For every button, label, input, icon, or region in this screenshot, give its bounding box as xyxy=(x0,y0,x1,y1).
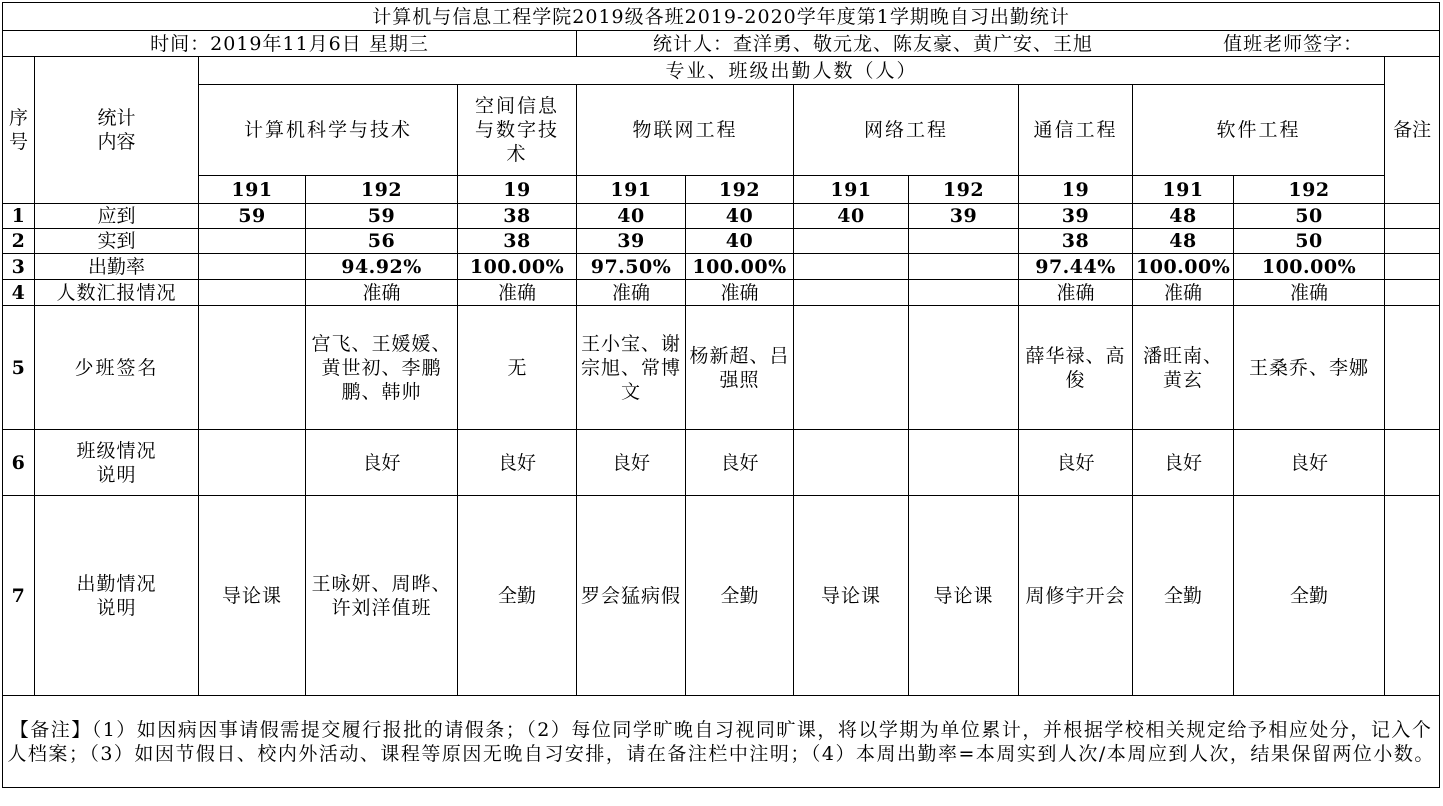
class-header: 191 xyxy=(794,176,909,204)
table-cell: 准确 xyxy=(306,280,458,306)
table-cell xyxy=(199,254,306,280)
table-cell: 良好 xyxy=(306,430,458,496)
table-cell xyxy=(909,254,1019,280)
row-label: 应到 xyxy=(35,204,199,229)
table-cell: 导论课 xyxy=(794,496,909,696)
class-header: 192 xyxy=(909,176,1019,204)
sheet-title: 计算机与信息工程学院2019级各班2019-2020学年度第1学期晚自习出勤统计 xyxy=(3,3,1440,31)
signature-cell: 王桑乔、李娜 xyxy=(1234,306,1385,430)
table-cell: 准确 xyxy=(686,280,794,306)
signature-cell: 王小宝、谢宗旭、常博文 xyxy=(577,306,686,430)
major-header: 空间信息 与数字技 术 xyxy=(458,85,577,176)
table-cell: 97.44% xyxy=(1019,254,1133,280)
class-header: 191 xyxy=(577,176,686,204)
signature-cell: 宫飞、王媛媛、黄世初、李鹏鹏、韩帅 xyxy=(306,306,458,430)
table-cell: 全勤 xyxy=(686,496,794,696)
table-cell xyxy=(909,280,1019,306)
seq-header: 序号 xyxy=(3,57,35,204)
table-cell: 94.92% xyxy=(306,254,458,280)
major-header: 软件工程 xyxy=(1133,85,1385,176)
class-header: 19 xyxy=(1019,176,1133,204)
remark-cell xyxy=(1385,204,1440,229)
major-header: 通信工程 xyxy=(1019,85,1133,176)
table-cell: 39 xyxy=(1019,204,1133,229)
row-number: 1 xyxy=(3,204,35,229)
group-header: 专业、班级出勤人数（人） xyxy=(199,57,1385,85)
table-cell xyxy=(794,254,909,280)
row-number: 5 xyxy=(3,306,35,430)
table-cell: 38 xyxy=(1019,229,1133,254)
class-header: 19 xyxy=(458,176,577,204)
attendance-sheet xyxy=(2,2,1439,804)
table-cell xyxy=(199,280,306,306)
table-cell: 良好 xyxy=(577,430,686,496)
remark-cell xyxy=(1385,306,1440,430)
row-number: 3 xyxy=(3,254,35,280)
signature-cell: 潘旺南、黄玄 xyxy=(1133,306,1234,430)
table-cell: 59 xyxy=(199,204,306,229)
table-cell: 39 xyxy=(577,229,686,254)
table-cell: 导论课 xyxy=(199,496,306,696)
remark-cell xyxy=(1385,229,1440,254)
table-cell: 准确 xyxy=(458,280,577,306)
table-cell: 全勤 xyxy=(458,496,577,696)
table-cell xyxy=(794,280,909,306)
table-cell: 39 xyxy=(909,204,1019,229)
table-cell: 97.50% xyxy=(577,254,686,280)
table-cell: 38 xyxy=(458,229,577,254)
table-cell: 良好 xyxy=(1133,430,1234,496)
counters: 统计人：查洋勇、敬元龙、陈友豪、黄广安、王旭 xyxy=(653,32,1094,55)
row-label: 出勤率 xyxy=(35,254,199,280)
content-header: 统计 内容 xyxy=(35,57,199,204)
counters-and-signature xyxy=(577,31,1440,57)
table-cell: 周修宇开会 xyxy=(1019,496,1133,696)
remark-cell xyxy=(1385,280,1440,306)
row-label: 班级情况 说明 xyxy=(35,430,199,496)
record-time: 时间：2019年11月6日 星期三 xyxy=(3,31,577,57)
table-cell: 全勤 xyxy=(1234,496,1385,696)
table-cell: 48 xyxy=(1133,229,1234,254)
class-header: 192 xyxy=(306,176,458,204)
signature-cell: 杨新超、吕强照 xyxy=(686,306,794,430)
table-cell: 良好 xyxy=(458,430,577,496)
table-cell: 50 xyxy=(1234,229,1385,254)
attendance-table xyxy=(2,2,1440,788)
table-cell: 罗会猛病假 xyxy=(577,496,686,696)
table-cell: 40 xyxy=(577,204,686,229)
table-cell: 良好 xyxy=(1019,430,1133,496)
footnote: 【备注】（1）如因病因事请假需提交履行报批的请假条；（2）每位同学旷晚自习视同旷课，将以学期为单位累计，并根据学校相关规定给予相应处分，记入个人档案；（3）如因节假日、校内外活动、课程等原因无晚自习安排，请在备注栏中注明；（4）本周出勤率=本周实到人次/本周应到人次，结果保留两位小数。 xyxy=(3,696,1440,788)
row-number: 4 xyxy=(3,280,35,306)
table-cell: 40 xyxy=(686,229,794,254)
table-cell: 准确 xyxy=(1234,280,1385,306)
row-number: 6 xyxy=(3,430,35,496)
table-cell: 准确 xyxy=(1133,280,1234,306)
row-number: 7 xyxy=(3,496,35,696)
table-cell: 48 xyxy=(1133,204,1234,229)
table-cell: 40 xyxy=(794,204,909,229)
table-cell: 导论课 xyxy=(909,496,1019,696)
remark-cell xyxy=(1385,254,1440,280)
table-cell: 56 xyxy=(306,229,458,254)
signature-cell: 薛华禄、高俊 xyxy=(1019,306,1133,430)
table-cell xyxy=(794,306,909,430)
remark-header: 备注 xyxy=(1385,57,1440,204)
table-cell: 38 xyxy=(458,204,577,229)
remark-cell xyxy=(1385,496,1440,696)
row-label: 出勤情况 说明 xyxy=(35,496,199,696)
table-cell: 王咏妍、周晔、许刘洋值班 xyxy=(306,496,458,696)
table-cell: 100.00% xyxy=(458,254,577,280)
major-header: 计算机科学与技术 xyxy=(199,85,458,176)
table-cell xyxy=(909,430,1019,496)
table-cell xyxy=(199,229,306,254)
table-cell xyxy=(794,430,909,496)
table-cell: 良好 xyxy=(1234,430,1385,496)
table-cell xyxy=(199,430,306,496)
table-cell: 59 xyxy=(306,204,458,229)
row-label: 人数汇报情况 xyxy=(35,280,199,306)
row-number: 2 xyxy=(3,229,35,254)
class-header: 192 xyxy=(1234,176,1385,204)
class-header: 191 xyxy=(1133,176,1234,204)
teacher-signature-label: 值班老师签字： xyxy=(1223,32,1364,55)
table-cell: 全勤 xyxy=(1133,496,1234,696)
table-cell: 准确 xyxy=(1019,280,1133,306)
table-cell: 100.00% xyxy=(686,254,794,280)
class-header: 191 xyxy=(199,176,306,204)
table-cell: 准确 xyxy=(577,280,686,306)
table-cell xyxy=(909,229,1019,254)
table-cell: 100.00% xyxy=(1234,254,1385,280)
signature-cell: 无 xyxy=(458,306,577,430)
class-header: 192 xyxy=(686,176,794,204)
table-cell xyxy=(794,229,909,254)
table-cell xyxy=(199,306,306,430)
table-cell: 50 xyxy=(1234,204,1385,229)
table-cell xyxy=(909,306,1019,430)
row-label: 实到 xyxy=(35,229,199,254)
row-label: 少班签名 xyxy=(35,306,199,430)
remark-cell xyxy=(1385,430,1440,496)
table-cell: 良好 xyxy=(686,430,794,496)
major-header: 物联网工程 xyxy=(577,85,794,176)
table-cell: 100.00% xyxy=(1133,254,1234,280)
major-header: 网络工程 xyxy=(794,85,1019,176)
table-cell: 40 xyxy=(686,204,794,229)
